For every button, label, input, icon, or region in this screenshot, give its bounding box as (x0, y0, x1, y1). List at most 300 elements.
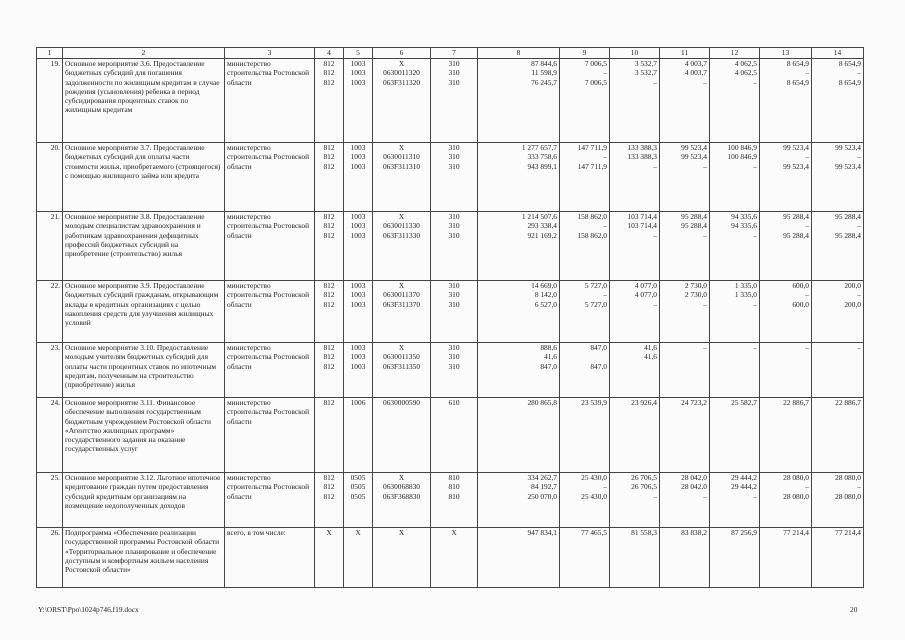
year-4-cell (710, 343, 760, 398)
target-article-value: X (398, 59, 405, 68)
section-code-value: 1003 (350, 343, 366, 352)
year-4-value: 100 846,9 (727, 152, 757, 162)
year-2-cell (610, 528, 660, 588)
year-6-cell (812, 343, 864, 398)
target-article-cell (373, 59, 431, 143)
footer-file-path: Y:\ORST\Ppo\1024p746.f19.docx (38, 605, 139, 614)
year-2-cell (610, 398, 660, 473)
responsible-executor: министерство строительства Ростовской области (225, 59, 315, 143)
year-5-cell (760, 59, 812, 143)
year-1-value: 7 006,5 (584, 77, 607, 87)
column-header: 4 (315, 48, 344, 59)
section-code-value: 1003 (350, 59, 366, 68)
year-3-cell (660, 281, 710, 343)
year-2-value: – (653, 161, 657, 171)
section-code-value: 1003 (350, 143, 366, 152)
year-5-value: 28 080,0 (783, 491, 809, 501)
year-2-value: 41,6 (644, 352, 657, 362)
year-5-value: – (805, 482, 809, 492)
year-5-value: – (805, 221, 809, 231)
year-5-value: 600,0 (792, 299, 809, 309)
year-3-value: 4 003,7 (684, 68, 707, 78)
total-amount-value: 6 527,0 (534, 299, 557, 309)
year-2-value: 23 926,4 (631, 398, 657, 407)
measure-name: Основное мероприятие 3.7. Предоставление бюджетных субсидий для оплаты части стоимости жилья, приобретаемого (строящегося) с помощью жилищного займа или кредита (63, 143, 225, 212)
gr-code-value: 812 (323, 290, 335, 300)
year-6-cell (812, 143, 864, 212)
target-article-value: X (398, 528, 405, 537)
year-3-value: 99 523,4 (681, 143, 707, 152)
year-6-value: 200,0 (844, 281, 861, 290)
gr-code-cell (315, 528, 344, 588)
year-6-cell (812, 212, 864, 281)
year-3-value: 4 003,7 (684, 59, 707, 68)
year-1-value: – (603, 482, 607, 492)
year-2-value: – (653, 230, 657, 240)
year-5-value: – (805, 68, 809, 78)
expense-type-value: X (451, 528, 457, 537)
expense-type-value: 810 (448, 491, 460, 501)
target-article-value: 063F311330 (382, 230, 421, 240)
year-4-value: 87 256,9 (731, 528, 757, 537)
target-article-value: 0630011310 (383, 152, 420, 162)
year-4-value: 29 444,2 (731, 473, 757, 482)
total-amount-value: 11 598,9 (531, 68, 557, 78)
year-3-value: 95 288,4 (681, 212, 707, 221)
year-6-value: 28 080,0 (835, 473, 861, 482)
section-code-value: 1003 (350, 152, 366, 162)
target-article-value: X (398, 212, 405, 221)
expense-type-value: 310 (448, 161, 460, 171)
responsible-executor: министерство строительства Ростовской области (225, 281, 315, 343)
year-5-cell (760, 281, 812, 343)
year-3-value: 99 523,4 (681, 152, 707, 162)
responsible-executor: министерство строительства Ростовской области (225, 143, 315, 212)
year-6-value: – (857, 482, 861, 492)
year-3-cell (660, 398, 710, 473)
year-1-value: – (603, 221, 607, 231)
year-4-value: 94 335,6 (731, 221, 757, 231)
year-5-value: 22 886,7 (783, 398, 809, 407)
gr-code-value: 812 (323, 143, 335, 152)
total-amount-value: 84 192,7 (531, 482, 557, 492)
year-1-value: 25 430,0 (581, 491, 607, 501)
gr-code-value: 812 (323, 343, 335, 352)
table-body (37, 59, 864, 588)
year-5-value: 8 654,9 (786, 59, 809, 68)
gr-code-value: 812 (323, 473, 335, 482)
year-5-cell (760, 143, 812, 212)
year-6-value (814, 362, 861, 371)
total-amount-value: 76 245,7 (531, 77, 557, 87)
year-1-value: 7 006,5 (584, 59, 607, 68)
section-code-value: 0505 (350, 473, 366, 482)
total-amount-value: 947 834,1 (527, 528, 557, 537)
year-6-value: 99 523,4 (835, 143, 861, 152)
year-6-cell (812, 528, 864, 588)
year-5-value: 8 654,9 (786, 77, 809, 87)
total-amount-value: 943 899,1 (527, 161, 557, 171)
target-article-value: 063F368830 (382, 491, 421, 501)
year-4-value: – (753, 161, 757, 171)
table-row (37, 473, 864, 528)
year-1-value: 147 711,9 (577, 143, 607, 152)
total-amount-value: 847,0 (540, 361, 557, 371)
row-number: 26. (37, 528, 63, 588)
gr-code-value: 812 (323, 491, 335, 501)
year-3-cell (660, 143, 710, 212)
target-article-cell (373, 212, 431, 281)
year-2-value: 103 714,4 (627, 212, 657, 221)
table-row (37, 281, 864, 343)
target-article-value: 0630000590 (383, 398, 420, 407)
year-3-value: 95 288,4 (681, 221, 707, 231)
year-1-value: 847,0 (590, 361, 607, 371)
target-article-value: 063F311370 (382, 299, 421, 309)
gr-code-cell (315, 143, 344, 212)
section-code-cell (344, 343, 373, 398)
expense-type-cell (431, 212, 478, 281)
total-amount-cell (478, 398, 560, 473)
year-6-value: – (857, 343, 861, 352)
year-3-value: 2 730,0 (684, 281, 707, 290)
expense-type-value: 310 (448, 290, 460, 300)
gr-code-value: 812 (323, 221, 335, 231)
year-4-value: 4 062,5 (734, 59, 757, 68)
year-5-value: 600,0 (792, 281, 809, 290)
total-amount-value: 333 758,6 (527, 152, 557, 162)
target-article-cell (373, 473, 431, 528)
total-amount-value: 293 338,4 (527, 221, 557, 231)
section-code-value: 1003 (350, 290, 366, 300)
expense-type-value: 310 (448, 361, 460, 371)
responsible-executor: министерство строительства Ростовской области (225, 212, 315, 281)
year-1-value: – (603, 152, 607, 162)
column-header: 12 (710, 48, 760, 59)
expense-type-value: 310 (448, 281, 460, 290)
column-header: 10 (610, 48, 660, 59)
year-4-value: – (753, 299, 757, 309)
year-3-cell (660, 212, 710, 281)
measure-name: Основное мероприятие 3.11. Финансовое обеспечение выполнения государственным бюджетным учреждением Ростовской области «Агентство жилищных программ» государственного задания на оказание государственных услуг (63, 398, 225, 473)
gr-code-cell (315, 473, 344, 528)
row-number: 20. (37, 143, 63, 212)
year-5-value: 28 080,0 (783, 473, 809, 482)
year-1-value (562, 352, 607, 361)
total-amount-value: 250 070,0 (527, 491, 557, 501)
table-row (37, 59, 864, 143)
year-6-value: – (857, 290, 861, 300)
total-amount-value: 334 262,7 (527, 473, 557, 482)
responsible-executor: всего, в том числе: (225, 528, 315, 588)
expense-type-cell (431, 528, 478, 588)
expense-type-cell (431, 473, 478, 528)
year-1-cell (560, 343, 610, 398)
expense-type-value: 310 (448, 143, 460, 152)
total-amount-value: 41,6 (544, 352, 557, 362)
year-2-value: 4 077,0 (634, 290, 657, 300)
gr-code-value: X (326, 528, 332, 537)
year-5-value: – (805, 343, 809, 352)
year-5-cell (760, 473, 812, 528)
year-2-value: 26 706,5 (631, 473, 657, 482)
year-2-value: 3 532,7 (634, 59, 657, 68)
column-header: 9 (560, 48, 610, 59)
measure-name: Основное мероприятие 3.6. Предоставление бюджетных субсидий для погашения задолженности по жилищным кредитам в случае рождения (усыновления) ребенка в период субсидирования процентных ставок по жилищным кредитам (63, 59, 225, 143)
year-3-value: 28 042,0 (681, 482, 707, 492)
year-1-value: – (603, 68, 607, 78)
table-row (37, 143, 864, 212)
year-4-value: – (753, 77, 757, 87)
year-3-cell (660, 343, 710, 398)
year-4-cell (710, 398, 760, 473)
year-5-value: 95 288,4 (783, 212, 809, 221)
expense-type-value: 310 (448, 152, 460, 162)
responsible-executor: министерство строительства Ростовской области (225, 343, 315, 398)
total-amount-value: 87 844,6 (531, 59, 557, 68)
section-code-value: 1003 (350, 281, 366, 290)
gr-code-cell (315, 343, 344, 398)
year-4-value: 1 335,0 (734, 281, 757, 290)
expense-type-value: 310 (448, 77, 460, 87)
year-6-value: 77 214,4 (835, 528, 861, 537)
year-3-value: – (703, 161, 707, 171)
year-5-value: 77 214,4 (783, 528, 809, 537)
target-article-cell (373, 343, 431, 398)
year-3-cell (660, 528, 710, 588)
year-2-value: 81 558,3 (631, 528, 657, 537)
footer-page-number: 20 (850, 605, 858, 614)
column-header: 1 (37, 48, 63, 59)
year-2-value: – (653, 77, 657, 87)
total-amount-cell (478, 281, 560, 343)
gr-code-cell (315, 212, 344, 281)
expense-type-cell (431, 343, 478, 398)
year-3-value: 24 723,2 (681, 398, 707, 407)
target-article-value: X (398, 143, 405, 152)
total-amount-value: 280 865,8 (527, 398, 557, 407)
section-code-value: 1003 (350, 230, 366, 240)
year-2-cell (610, 281, 660, 343)
expense-type-value: 310 (448, 221, 460, 231)
year-5-value (762, 352, 809, 361)
measure-name: Подпрограмма «Обеспечение реализации государственной программы Ростовской области «Территориальное планирование и обеспечение доступным и комфортным жильем населения Ростовской области» (63, 528, 225, 588)
expense-type-value: 310 (448, 299, 460, 309)
total-amount-value: 1 214 507,6 (521, 212, 557, 221)
column-header: 8 (478, 48, 560, 59)
year-3-value: – (703, 77, 707, 87)
year-1-cell (560, 59, 610, 143)
gr-code-value: 812 (323, 59, 335, 68)
target-article-cell (373, 281, 431, 343)
year-2-cell (610, 59, 660, 143)
year-5-value: 99 523,4 (783, 143, 809, 152)
section-code-value: 0505 (350, 482, 366, 492)
year-2-value: 4 077,0 (634, 281, 657, 290)
expense-type-value: 310 (448, 68, 460, 78)
section-code-value: 1003 (350, 161, 366, 171)
year-2-value: 26 706,5 (631, 482, 657, 492)
year-2-value: – (653, 299, 657, 309)
gr-code-value: 812 (323, 212, 335, 221)
measure-name: Основное мероприятие 3.10. Предоставление молодым учителям бюджетных субсидий для оплаты части процентных ставок по ипотечным кредитам, полученным на строительство (приобретение) жилья (63, 343, 225, 398)
expense-type-cell (431, 143, 478, 212)
expense-type-value: 310 (448, 343, 460, 352)
year-1-value: 147 711,9 (577, 161, 607, 171)
column-header: 2 (63, 48, 225, 59)
year-1-cell (560, 212, 610, 281)
year-4-value: 100 846,9 (727, 143, 757, 152)
year-2-value: 133 388,3 (627, 152, 657, 162)
budget-table (36, 47, 864, 588)
section-code-cell (344, 212, 373, 281)
expense-type-value: 310 (448, 230, 460, 240)
section-code-cell (344, 398, 373, 473)
gr-code-value: 812 (323, 77, 335, 87)
year-4-value: – (753, 343, 757, 352)
expense-type-value: 810 (448, 473, 460, 482)
total-amount-value: 14 669,0 (531, 281, 557, 290)
year-5-cell (760, 343, 812, 398)
responsible-executor: министерство строительства Ростовской области (225, 398, 315, 473)
section-code-cell (344, 59, 373, 143)
column-header: 13 (760, 48, 812, 59)
section-code-value: 1003 (350, 212, 366, 221)
year-5-value: – (805, 290, 809, 300)
section-code-value: 1003 (350, 68, 366, 78)
total-amount-cell (478, 473, 560, 528)
year-1-value: – (603, 290, 607, 300)
year-5-cell (760, 212, 812, 281)
row-number: 24. (37, 398, 63, 473)
year-4-value: – (753, 491, 757, 501)
year-6-value: 95 288,4 (835, 212, 861, 221)
year-3-value: – (703, 491, 707, 501)
year-5-value: – (805, 152, 809, 162)
section-code-cell (344, 143, 373, 212)
year-1-value: 158 862,0 (577, 212, 607, 221)
expense-type-cell (431, 59, 478, 143)
target-article-value: 063F311350 (382, 361, 421, 371)
year-2-value: 3 532,7 (634, 68, 657, 78)
row-number: 19. (37, 59, 63, 143)
total-amount-value: 888,6 (540, 343, 557, 352)
column-header: 6 (373, 48, 431, 59)
gr-code-value: 812 (323, 299, 335, 309)
column-header: 3 (225, 48, 315, 59)
year-6-value (814, 352, 861, 361)
row-number: 23. (37, 343, 63, 398)
year-2-cell (610, 343, 660, 398)
column-header: 11 (660, 48, 710, 59)
year-5-value (762, 362, 809, 371)
section-code-value: 1003 (350, 221, 366, 231)
year-4-cell (710, 473, 760, 528)
year-3-value: 2 730,0 (684, 290, 707, 300)
year-6-value: 99 523,4 (835, 161, 861, 171)
section-code-value: 1003 (350, 361, 366, 371)
year-6-value: 8 654,9 (838, 77, 861, 87)
gr-code-value: 812 (323, 281, 335, 290)
total-amount-cell (478, 59, 560, 143)
year-6-value: 200,0 (844, 299, 861, 309)
section-code-cell (344, 281, 373, 343)
row-number: 22. (37, 281, 63, 343)
column-header: 5 (344, 48, 373, 59)
year-2-cell (610, 212, 660, 281)
section-code-value: 1003 (350, 77, 366, 87)
year-3-value: – (703, 299, 707, 309)
row-number: 25. (37, 473, 63, 528)
gr-code-value: 812 (323, 161, 335, 171)
year-2-cell (610, 473, 660, 528)
total-amount-cell (478, 212, 560, 281)
measure-name: Основное мероприятие 3.12. Льготное ипотечное кредитование граждан путем предоставления субсидий кредитным организациям на возмещение недополученных доходов (63, 473, 225, 528)
table-row (37, 398, 864, 473)
year-2-value: 41,6 (644, 343, 657, 352)
gr-code-value: 812 (323, 361, 335, 371)
year-1-cell (560, 281, 610, 343)
measure-name: Основное мероприятие 3.8. Предоставление молодым специалистам здравоохранения и работникам здравоохранения дефицитных профессий бюджетных субсидий на приобретение (строительство) жилья (63, 212, 225, 281)
year-4-value: 25 582,7 (731, 398, 757, 407)
year-6-value: – (857, 152, 861, 162)
year-1-cell (560, 143, 610, 212)
gr-code-value: 812 (323, 398, 335, 407)
gr-code-value: 812 (323, 352, 335, 362)
gr-code-value: 812 (323, 152, 335, 162)
year-2-cell (610, 143, 660, 212)
gr-code-cell (315, 59, 344, 143)
year-3-value (662, 352, 707, 361)
year-1-cell (560, 398, 610, 473)
year-4-value: 1 335,0 (734, 290, 757, 300)
expense-type-value: 310 (448, 212, 460, 221)
section-code-cell (344, 528, 373, 588)
year-6-value: 95 288,4 (835, 230, 861, 240)
year-3-value: 28 042,0 (681, 473, 707, 482)
year-4-cell (710, 212, 760, 281)
total-amount-cell (478, 143, 560, 212)
year-4-value (712, 352, 757, 361)
gr-code-cell (315, 398, 344, 473)
target-article-value: 0630011320 (383, 68, 420, 78)
total-amount-cell (478, 343, 560, 398)
year-1-value: 5 727,0 (584, 299, 607, 309)
year-6-cell (812, 398, 864, 473)
column-header: 7 (431, 48, 478, 59)
year-2-value (612, 362, 657, 371)
gr-code-value: 812 (323, 482, 335, 492)
year-4-cell (710, 528, 760, 588)
target-article-value: 0630011330 (383, 221, 420, 231)
year-4-value: 94 335,6 (731, 212, 757, 221)
year-1-value: 158 862,0 (577, 230, 607, 240)
row-number: 21. (37, 212, 63, 281)
year-4-cell (710, 59, 760, 143)
expense-type-cell (431, 281, 478, 343)
target-article-value: 0630011350 (383, 352, 420, 362)
section-code-value: 0505 (350, 491, 366, 501)
gr-code-value: 812 (323, 230, 335, 240)
year-4-value: – (753, 230, 757, 240)
total-amount-value: 1 277 657,7 (521, 143, 557, 152)
year-6-cell (812, 59, 864, 143)
year-1-value: 23 539,9 (581, 398, 607, 407)
year-6-cell (812, 473, 864, 528)
section-code-value: X (355, 528, 361, 537)
year-6-value: 28 080,0 (835, 491, 861, 501)
target-article-value: 063F311320 (382, 77, 421, 87)
